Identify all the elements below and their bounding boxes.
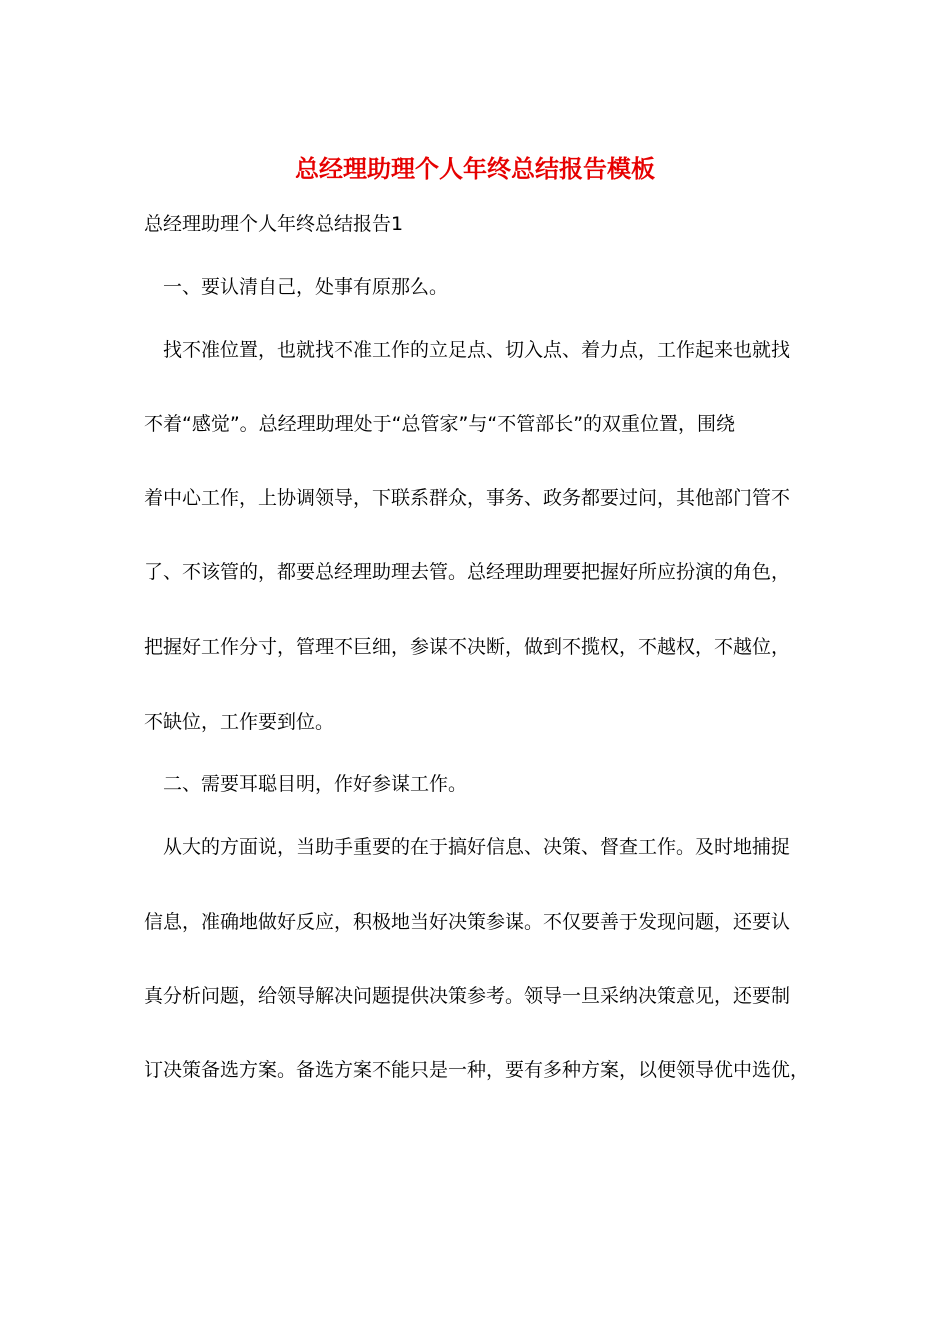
paragraph-line: 从大的方面说，当助手重要的在于搞好信息、决策、督查工作。及时地捕捉: [163, 836, 791, 858]
paragraph-line: 了、不该管的，都要总经理助理去管。总经理助理要把握好所应扮演的角色，: [144, 561, 791, 583]
paragraph-line: 订决策备选方案。备选方案不能只是一种，要有多种方案，以便领导优中选优，: [144, 1059, 810, 1081]
paragraph-line: 信息，准确地做好反应，积极地当好决策参谋。不仅要善于发现问题，还要认: [144, 911, 791, 933]
paragraph-line: 不着“感觉”。总经理助理处于“总管家”与“不管部长”的双重位置，围绕: [144, 413, 736, 435]
paragraph-line: 真分析问题，给领导解决问题提供决策参考。领导一旦采纳决策意见，还要制: [144, 985, 791, 1007]
paragraph-line: 不缺位，工作要到位。: [144, 711, 335, 733]
paragraph-line: 把握好工作分寸，管理不巨细，参谋不决断，做到不揽权，不越权，不越位，: [144, 636, 791, 658]
page-title: 总经理助理个人年终总结报告模板: [295, 154, 655, 183]
paragraph-line: 着中心工作，上协调领导，下联系群众，事务、政务都要过问，其他部门管不: [144, 487, 791, 509]
paragraph-line: 找不准位置，也就找不准工作的立足点、切入点、着力点，工作起来也就找: [163, 339, 791, 361]
section-heading-1: 一、要认清自己，处事有原那么。: [163, 276, 449, 298]
report-subtitle: 总经理助理个人年终总结报告1: [144, 213, 404, 235]
section-heading-2: 二、需要耳聪目明，作好参谋工作。: [163, 773, 468, 795]
